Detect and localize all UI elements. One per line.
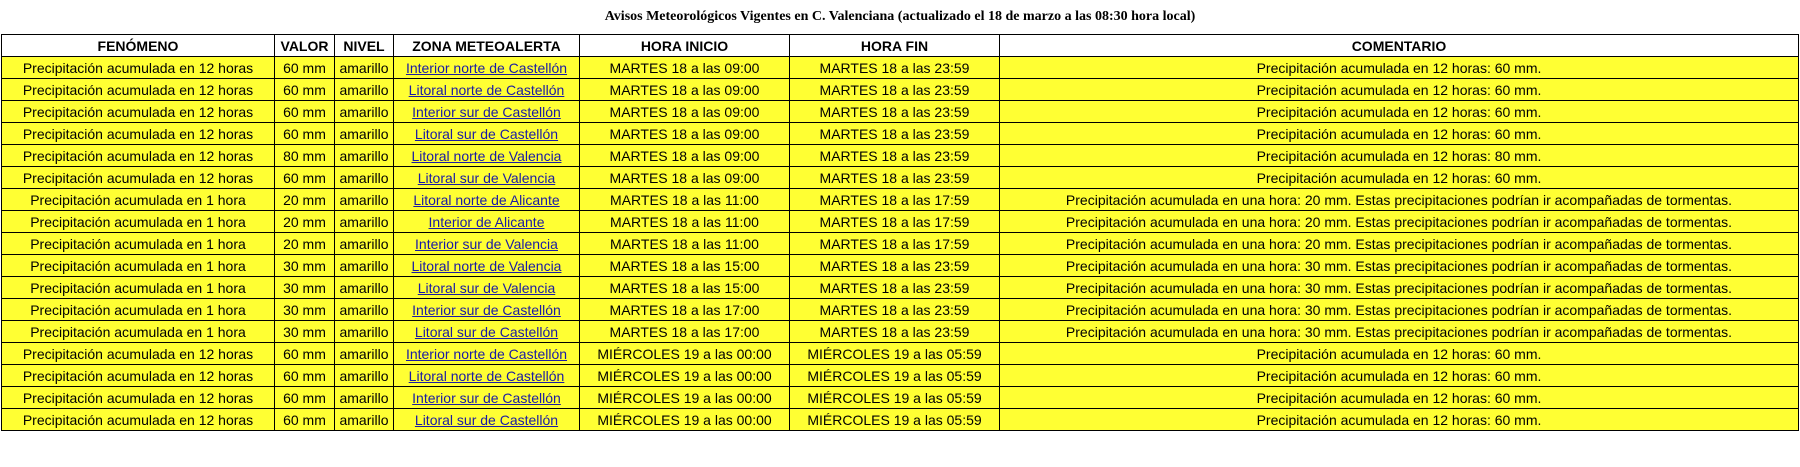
cell-valor: 80 mm: [275, 145, 335, 167]
cell-hora-inicio: MARTES 18 a las 09:00: [580, 167, 790, 189]
cell-valor: 60 mm: [275, 387, 335, 409]
cell-comentario: Precipitación acumulada en 12 horas: 60 mm.: [1000, 167, 1799, 189]
cell-fenomeno: Precipitación acumulada en 12 horas: [2, 365, 275, 387]
zone-link[interactable]: Interior sur de Castellón: [412, 103, 561, 120]
cell-comentario: Precipitación acumulada en una hora: 30 mm. Estas precipitaciones podrían ir acompañadas de tormentas.: [1000, 321, 1799, 343]
cell-fenomeno: Precipitación acumulada en 1 hora: [2, 211, 275, 233]
cell-valor: 20 mm: [275, 211, 335, 233]
cell-fenomeno: Precipitación acumulada en 1 hora: [2, 321, 275, 343]
cell-nivel: amarillo: [335, 277, 394, 299]
cell-hora-inicio: MARTES 18 a las 09:00: [580, 57, 790, 79]
zone-link[interactable]: Litoral sur de Valencia: [417, 279, 556, 296]
table-row: [2, 387, 1799, 409]
cell-valor: 30 mm: [275, 255, 335, 277]
cell-zona: [394, 167, 580, 189]
cell-valor: 30 mm: [275, 299, 335, 321]
zone-link[interactable]: Interior sur de Castellón: [412, 389, 561, 406]
cell-zona: [394, 79, 580, 101]
table-row: [2, 299, 1799, 321]
cell-hora-inicio: MIÉRCOLES 19 a las 00:00: [580, 409, 790, 431]
cell-valor: 60 mm: [275, 79, 335, 101]
cell-comentario: Precipitación acumulada en una hora: 30 mm. Estas precipitaciones podrían ir acompañadas de tormentas.: [1000, 277, 1799, 299]
cell-zona: [394, 277, 580, 299]
cell-hora-fin: MIÉRCOLES 19 a las 05:59: [790, 365, 1000, 387]
cell-hora-fin: MARTES 18 a las 23:59: [790, 277, 1000, 299]
table-row: [2, 365, 1799, 387]
warnings-table-body: [2, 57, 1799, 431]
cell-hora-fin: MARTES 18 a las 23:59: [790, 57, 1000, 79]
cell-fenomeno: Precipitación acumulada en 12 horas: [2, 167, 275, 189]
cell-comentario: Precipitación acumulada en una hora: 30 mm. Estas precipitaciones podrían ir acompañadas de tormentas.: [1000, 255, 1799, 277]
cell-nivel: amarillo: [335, 79, 394, 101]
cell-hora-fin: MIÉRCOLES 19 a las 05:59: [790, 387, 1000, 409]
cell-valor: 30 mm: [275, 321, 335, 343]
cell-comentario: Precipitación acumulada en 12 horas: 60 mm.: [1000, 387, 1799, 409]
cell-hora-fin: MARTES 18 a las 23:59: [790, 255, 1000, 277]
cell-nivel: amarillo: [335, 167, 394, 189]
page-title: Avisos Meteorológicos Vigentes en C. Valenciana (actualizado el 18 de marzo a las 08:30 hora local): [604, 9, 1196, 24]
column-header-valor: VALOR: [275, 35, 335, 57]
warnings-table: [1, 34, 1799, 431]
cell-fenomeno: Precipitación acumulada en 1 hora: [2, 277, 275, 299]
cell-nivel: amarillo: [335, 321, 394, 343]
cell-hora-inicio: MARTES 18 a las 09:00: [580, 101, 790, 123]
table-row: [2, 321, 1799, 343]
cell-zona: [394, 387, 580, 409]
cell-nivel: amarillo: [335, 343, 394, 365]
cell-fenomeno: Precipitación acumulada en 12 horas: [2, 145, 275, 167]
table-row: [2, 211, 1799, 233]
column-header-comentario: COMENTARIO: [1000, 35, 1799, 57]
cell-hora-inicio: MARTES 18 a las 09:00: [580, 145, 790, 167]
cell-nivel: amarillo: [335, 101, 394, 123]
cell-nivel: amarillo: [335, 255, 394, 277]
cell-zona: [394, 299, 580, 321]
cell-hora-inicio: MARTES 18 a las 15:00: [580, 277, 790, 299]
zone-link[interactable]: Litoral sur de Castellón: [414, 411, 559, 428]
cell-fenomeno: Precipitación acumulada en 12 horas: [2, 79, 275, 101]
cell-valor: 60 mm: [275, 409, 335, 431]
zone-link[interactable]: Litoral norte de Castellón: [408, 367, 565, 384]
table-row: [2, 123, 1799, 145]
cell-hora-fin: MARTES 18 a las 23:59: [790, 123, 1000, 145]
cell-valor: 60 mm: [275, 365, 335, 387]
cell-comentario: Precipitación acumulada en una hora: 20 mm. Estas precipitaciones podrían ir acompañadas de tormentas.: [1000, 211, 1799, 233]
cell-nivel: amarillo: [335, 123, 394, 145]
cell-zona: [394, 321, 580, 343]
zone-link[interactable]: Interior sur de Valencia: [415, 235, 558, 252]
cell-hora-fin: MIÉRCOLES 19 a las 05:59: [790, 409, 1000, 431]
table-row: [2, 189, 1799, 211]
cell-hora-fin: MARTES 18 a las 23:59: [790, 299, 1000, 321]
table-row: [2, 343, 1799, 365]
cell-nivel: amarillo: [335, 145, 394, 167]
column-header-hora-inicio: HORA INICIO: [580, 35, 790, 57]
zone-link[interactable]: Litoral norte de Valencia: [411, 147, 562, 164]
zone-link[interactable]: Litoral sur de Castellón: [414, 125, 559, 142]
table-row: [2, 409, 1799, 431]
cell-comentario: Precipitación acumulada en una hora: 20 mm. Estas precipitaciones podrían ir acompañadas de tormentas.: [1000, 189, 1799, 211]
zone-link[interactable]: Interior norte de Castellón: [405, 345, 568, 362]
cell-hora-fin: MARTES 18 a las 17:59: [790, 189, 1000, 211]
cell-hora-fin: MARTES 18 a las 17:59: [790, 233, 1000, 255]
cell-nivel: amarillo: [335, 233, 394, 255]
table-row: [2, 57, 1799, 79]
cell-fenomeno: Precipitación acumulada en 12 horas: [2, 387, 275, 409]
cell-comentario: Precipitación acumulada en una hora: 20 mm. Estas precipitaciones podrían ir acompañadas de tormentas.: [1000, 233, 1799, 255]
cell-hora-fin: MIÉRCOLES 19 a las 05:59: [790, 343, 1000, 365]
cell-hora-inicio: MIÉRCOLES 19 a las 00:00: [580, 365, 790, 387]
zone-link[interactable]: Interior sur de Castellón: [412, 301, 561, 318]
cell-hora-inicio: MARTES 18 a las 09:00: [580, 123, 790, 145]
zone-link[interactable]: Litoral norte de Valencia: [411, 257, 562, 274]
cell-fenomeno: Precipitación acumulada en 12 horas: [2, 57, 275, 79]
cell-comentario: Precipitación acumulada en 12 horas: 60 mm.: [1000, 123, 1799, 145]
cell-zona: [394, 145, 580, 167]
cell-hora-inicio: MARTES 18 a las 15:00: [580, 255, 790, 277]
cell-fenomeno: Precipitación acumulada en 12 horas: [2, 101, 275, 123]
table-row: [2, 79, 1799, 101]
cell-comentario: Precipitación acumulada en 12 horas: 60 mm.: [1000, 409, 1799, 431]
cell-zona: [394, 255, 580, 277]
cell-comentario: Precipitación acumulada en 12 horas: 60 mm.: [1000, 343, 1799, 365]
cell-fenomeno: Precipitación acumulada en 1 hora: [2, 299, 275, 321]
zone-link[interactable]: Interior norte de Castellón: [405, 59, 568, 76]
cell-comentario: Precipitación acumulada en 12 horas: 60 mm.: [1000, 79, 1799, 101]
cell-hora-inicio: MARTES 18 a las 11:00: [580, 189, 790, 211]
zone-link[interactable]: Litoral sur de Castellón: [414, 323, 559, 340]
cell-hora-fin: MARTES 18 a las 23:59: [790, 167, 1000, 189]
column-header-nivel: NIVEL: [335, 35, 394, 57]
cell-zona: [394, 101, 580, 123]
table-row: [2, 101, 1799, 123]
cell-hora-inicio: MIÉRCOLES 19 a las 00:00: [580, 343, 790, 365]
cell-nivel: amarillo: [335, 387, 394, 409]
cell-hora-inicio: MARTES 18 a las 11:00: [580, 211, 790, 233]
column-header-zona: ZONA METEOALERTA: [394, 35, 580, 57]
column-header-hora-fin: HORA FIN: [790, 35, 1000, 57]
cell-zona: [394, 365, 580, 387]
cell-hora-fin: MARTES 18 a las 17:59: [790, 211, 1000, 233]
cell-valor: 60 mm: [275, 57, 335, 79]
cell-fenomeno: Precipitación acumulada en 1 hora: [2, 255, 275, 277]
table-row: [2, 167, 1799, 189]
cell-fenomeno: Precipitación acumulada en 1 hora: [2, 233, 275, 255]
cell-hora-fin: MARTES 18 a las 23:59: [790, 79, 1000, 101]
cell-nivel: amarillo: [335, 365, 394, 387]
cell-comentario: Precipitación acumulada en 12 horas: 60 mm.: [1000, 57, 1799, 79]
zone-link[interactable]: Litoral norte de Alicante: [413, 191, 560, 208]
cell-nivel: amarillo: [335, 189, 394, 211]
zone-link[interactable]: Litoral norte de Castellón: [408, 81, 565, 98]
cell-zona: [394, 343, 580, 365]
cell-hora-inicio: MIÉRCOLES 19 a las 00:00: [580, 387, 790, 409]
table-row: [2, 233, 1799, 255]
cell-zona: [394, 189, 580, 211]
cell-hora-inicio: MARTES 18 a las 17:00: [580, 299, 790, 321]
cell-valor: 60 mm: [275, 167, 335, 189]
cell-valor: 60 mm: [275, 343, 335, 365]
table-row: [2, 255, 1799, 277]
cell-zona: [394, 233, 580, 255]
cell-hora-fin: MARTES 18 a las 23:59: [790, 321, 1000, 343]
cell-hora-inicio: MARTES 18 a las 09:00: [580, 79, 790, 101]
cell-nivel: amarillo: [335, 57, 394, 79]
cell-comentario: Precipitación acumulada en 12 horas: 60 mm.: [1000, 365, 1799, 387]
cell-nivel: amarillo: [335, 409, 394, 431]
table-header-row: [2, 35, 1799, 57]
cell-hora-fin: MARTES 18 a las 23:59: [790, 145, 1000, 167]
cell-valor: 20 mm: [275, 233, 335, 255]
cell-comentario: Precipitación acumulada en 12 horas: 60 mm.: [1000, 101, 1799, 123]
table-row: [2, 145, 1799, 167]
table-row: [2, 277, 1799, 299]
cell-comentario: Precipitación acumulada en 12 horas: 80 mm.: [1000, 145, 1799, 167]
cell-valor: 20 mm: [275, 189, 335, 211]
cell-nivel: amarillo: [335, 299, 394, 321]
cell-fenomeno: Precipitación acumulada en 12 horas: [2, 409, 275, 431]
cell-valor: 30 mm: [275, 277, 335, 299]
cell-fenomeno: Precipitación acumulada en 12 horas: [2, 123, 275, 145]
cell-zona: [394, 409, 580, 431]
cell-valor: 60 mm: [275, 101, 335, 123]
cell-zona: [394, 57, 580, 79]
cell-fenomeno: Precipitación acumulada en 1 hora: [2, 189, 275, 211]
cell-nivel: amarillo: [335, 211, 394, 233]
cell-zona: [394, 211, 580, 233]
cell-hora-inicio: MARTES 18 a las 11:00: [580, 233, 790, 255]
cell-comentario: Precipitación acumulada en una hora: 30 mm. Estas precipitaciones podrían ir acompañadas de tormentas.: [1000, 299, 1799, 321]
zone-link[interactable]: Litoral sur de Valencia: [417, 169, 556, 186]
column-header-fenomeno: FENÓMENO: [2, 35, 275, 57]
cell-valor: 60 mm: [275, 123, 335, 145]
cell-fenomeno: Precipitación acumulada en 12 horas: [2, 343, 275, 365]
cell-zona: [394, 123, 580, 145]
zone-link[interactable]: Interior de Alicante: [428, 213, 545, 230]
cell-hora-fin: MARTES 18 a las 23:59: [790, 101, 1000, 123]
cell-hora-inicio: MARTES 18 a las 17:00: [580, 321, 790, 343]
